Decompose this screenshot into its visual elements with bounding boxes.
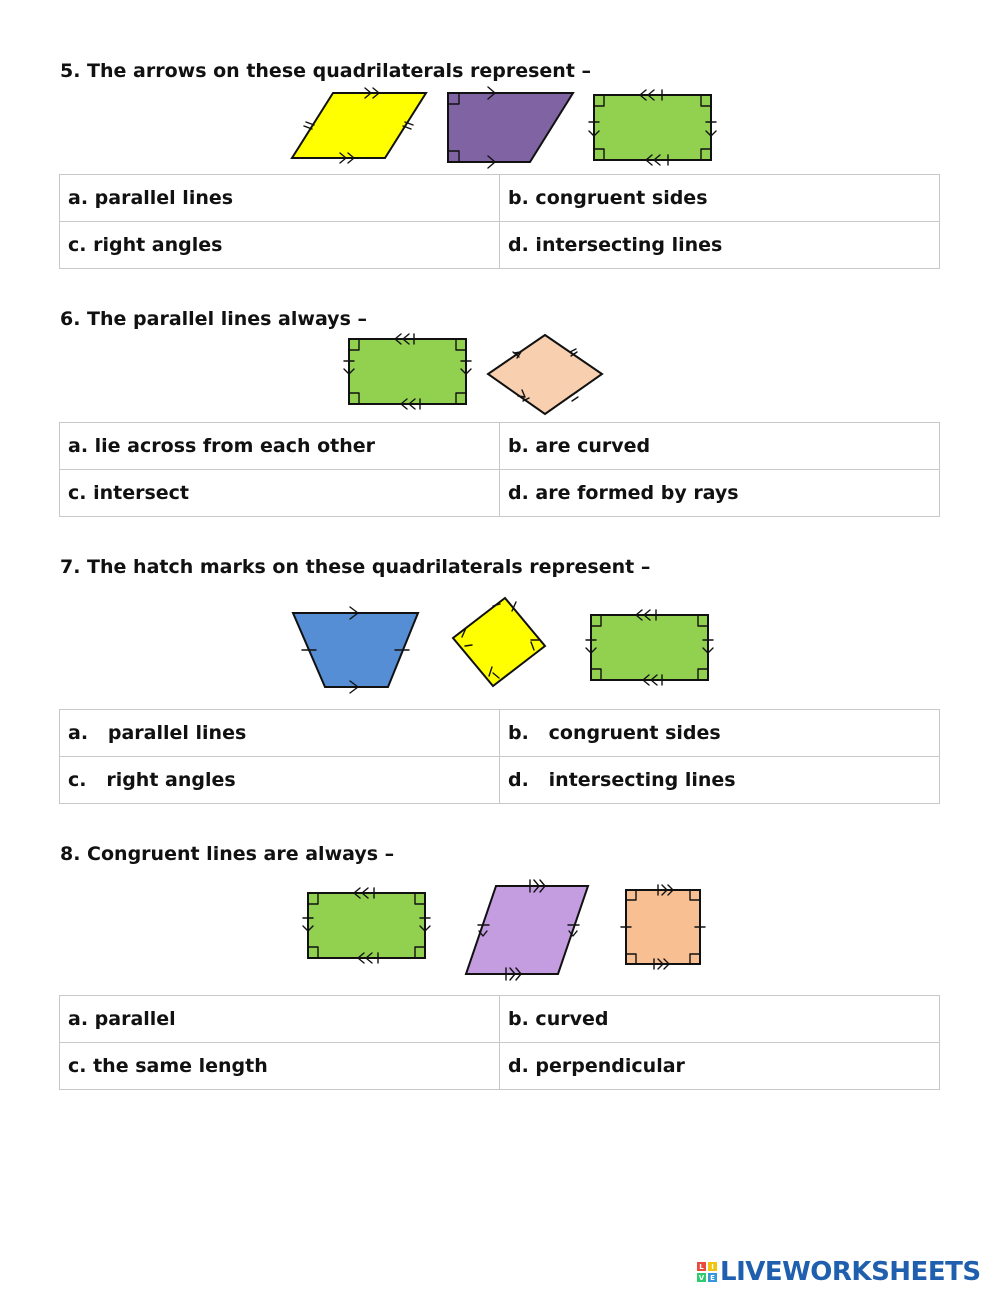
liveworksheets-logo	[697, 1257, 981, 1287]
question-5-choices	[59, 174, 940, 269]
square-shape	[626, 890, 700, 964]
answer-option-c[interactable]: c. right angles	[60, 757, 500, 804]
rectangle-shape	[594, 95, 711, 160]
logo-block-l: L	[697, 1262, 706, 1271]
rectangle-shape	[349, 339, 466, 404]
rhombus-shape	[488, 335, 602, 414]
answer-option-c[interactable]: c. intersect	[60, 470, 500, 517]
parallelogram-shape	[466, 886, 588, 974]
question-6-figure	[340, 330, 610, 420]
question-8-choices	[59, 995, 940, 1090]
question-7-title: 7. The hatch marks on these quadrilaterals represent –	[60, 556, 651, 578]
answer-option-c[interactable]: c. right angles	[60, 222, 500, 269]
question-6-title: 6. The parallel lines always –	[60, 308, 367, 330]
answer-option-b[interactable]: b. congruent sides	[500, 710, 940, 757]
answer-option-a[interactable]: a. parallel lines	[60, 175, 500, 222]
logo-text: LIVEWORKSHEETS	[720, 1257, 981, 1287]
answer-option-c[interactable]: c. the same length	[60, 1043, 500, 1090]
answer-option-d[interactable]: d. intersecting lines	[500, 757, 940, 804]
question-6-choices	[59, 422, 940, 517]
logo-block-e: E	[708, 1273, 717, 1282]
question-8-title: 8. Congruent lines are always –	[60, 843, 395, 865]
question-7-figure	[285, 598, 725, 698]
logo-block-i: I	[708, 1262, 717, 1271]
rectangle-shape	[308, 893, 425, 958]
answer-option-b[interactable]: b. curved	[500, 996, 940, 1043]
answer-option-b[interactable]: b. are curved	[500, 423, 940, 470]
rectangle-shape	[591, 615, 708, 680]
answer-option-b[interactable]: b. congruent sides	[500, 175, 940, 222]
answer-option-d[interactable]: d. are formed by rays	[500, 470, 940, 517]
question-5-figure	[280, 82, 740, 172]
logo-blocks-icon	[697, 1262, 717, 1282]
answer-option-a[interactable]: a. parallel lines	[60, 710, 500, 757]
question-8-figure	[298, 876, 718, 981]
logo-block-v: V	[698, 1273, 705, 1282]
answer-option-d[interactable]: d. perpendicular	[500, 1043, 940, 1090]
question-7-choices	[59, 709, 940, 804]
answer-option-a[interactable]: a. lie across from each other	[60, 423, 500, 470]
trapezoid-shape	[448, 93, 573, 162]
question-5-title: 5. The arrows on these quadrilaterals represent –	[60, 60, 592, 82]
answer-option-d[interactable]: d. intersecting lines	[500, 222, 940, 269]
parallelogram-shape	[292, 93, 426, 158]
answer-option-a[interactable]: a. parallel	[60, 996, 500, 1043]
